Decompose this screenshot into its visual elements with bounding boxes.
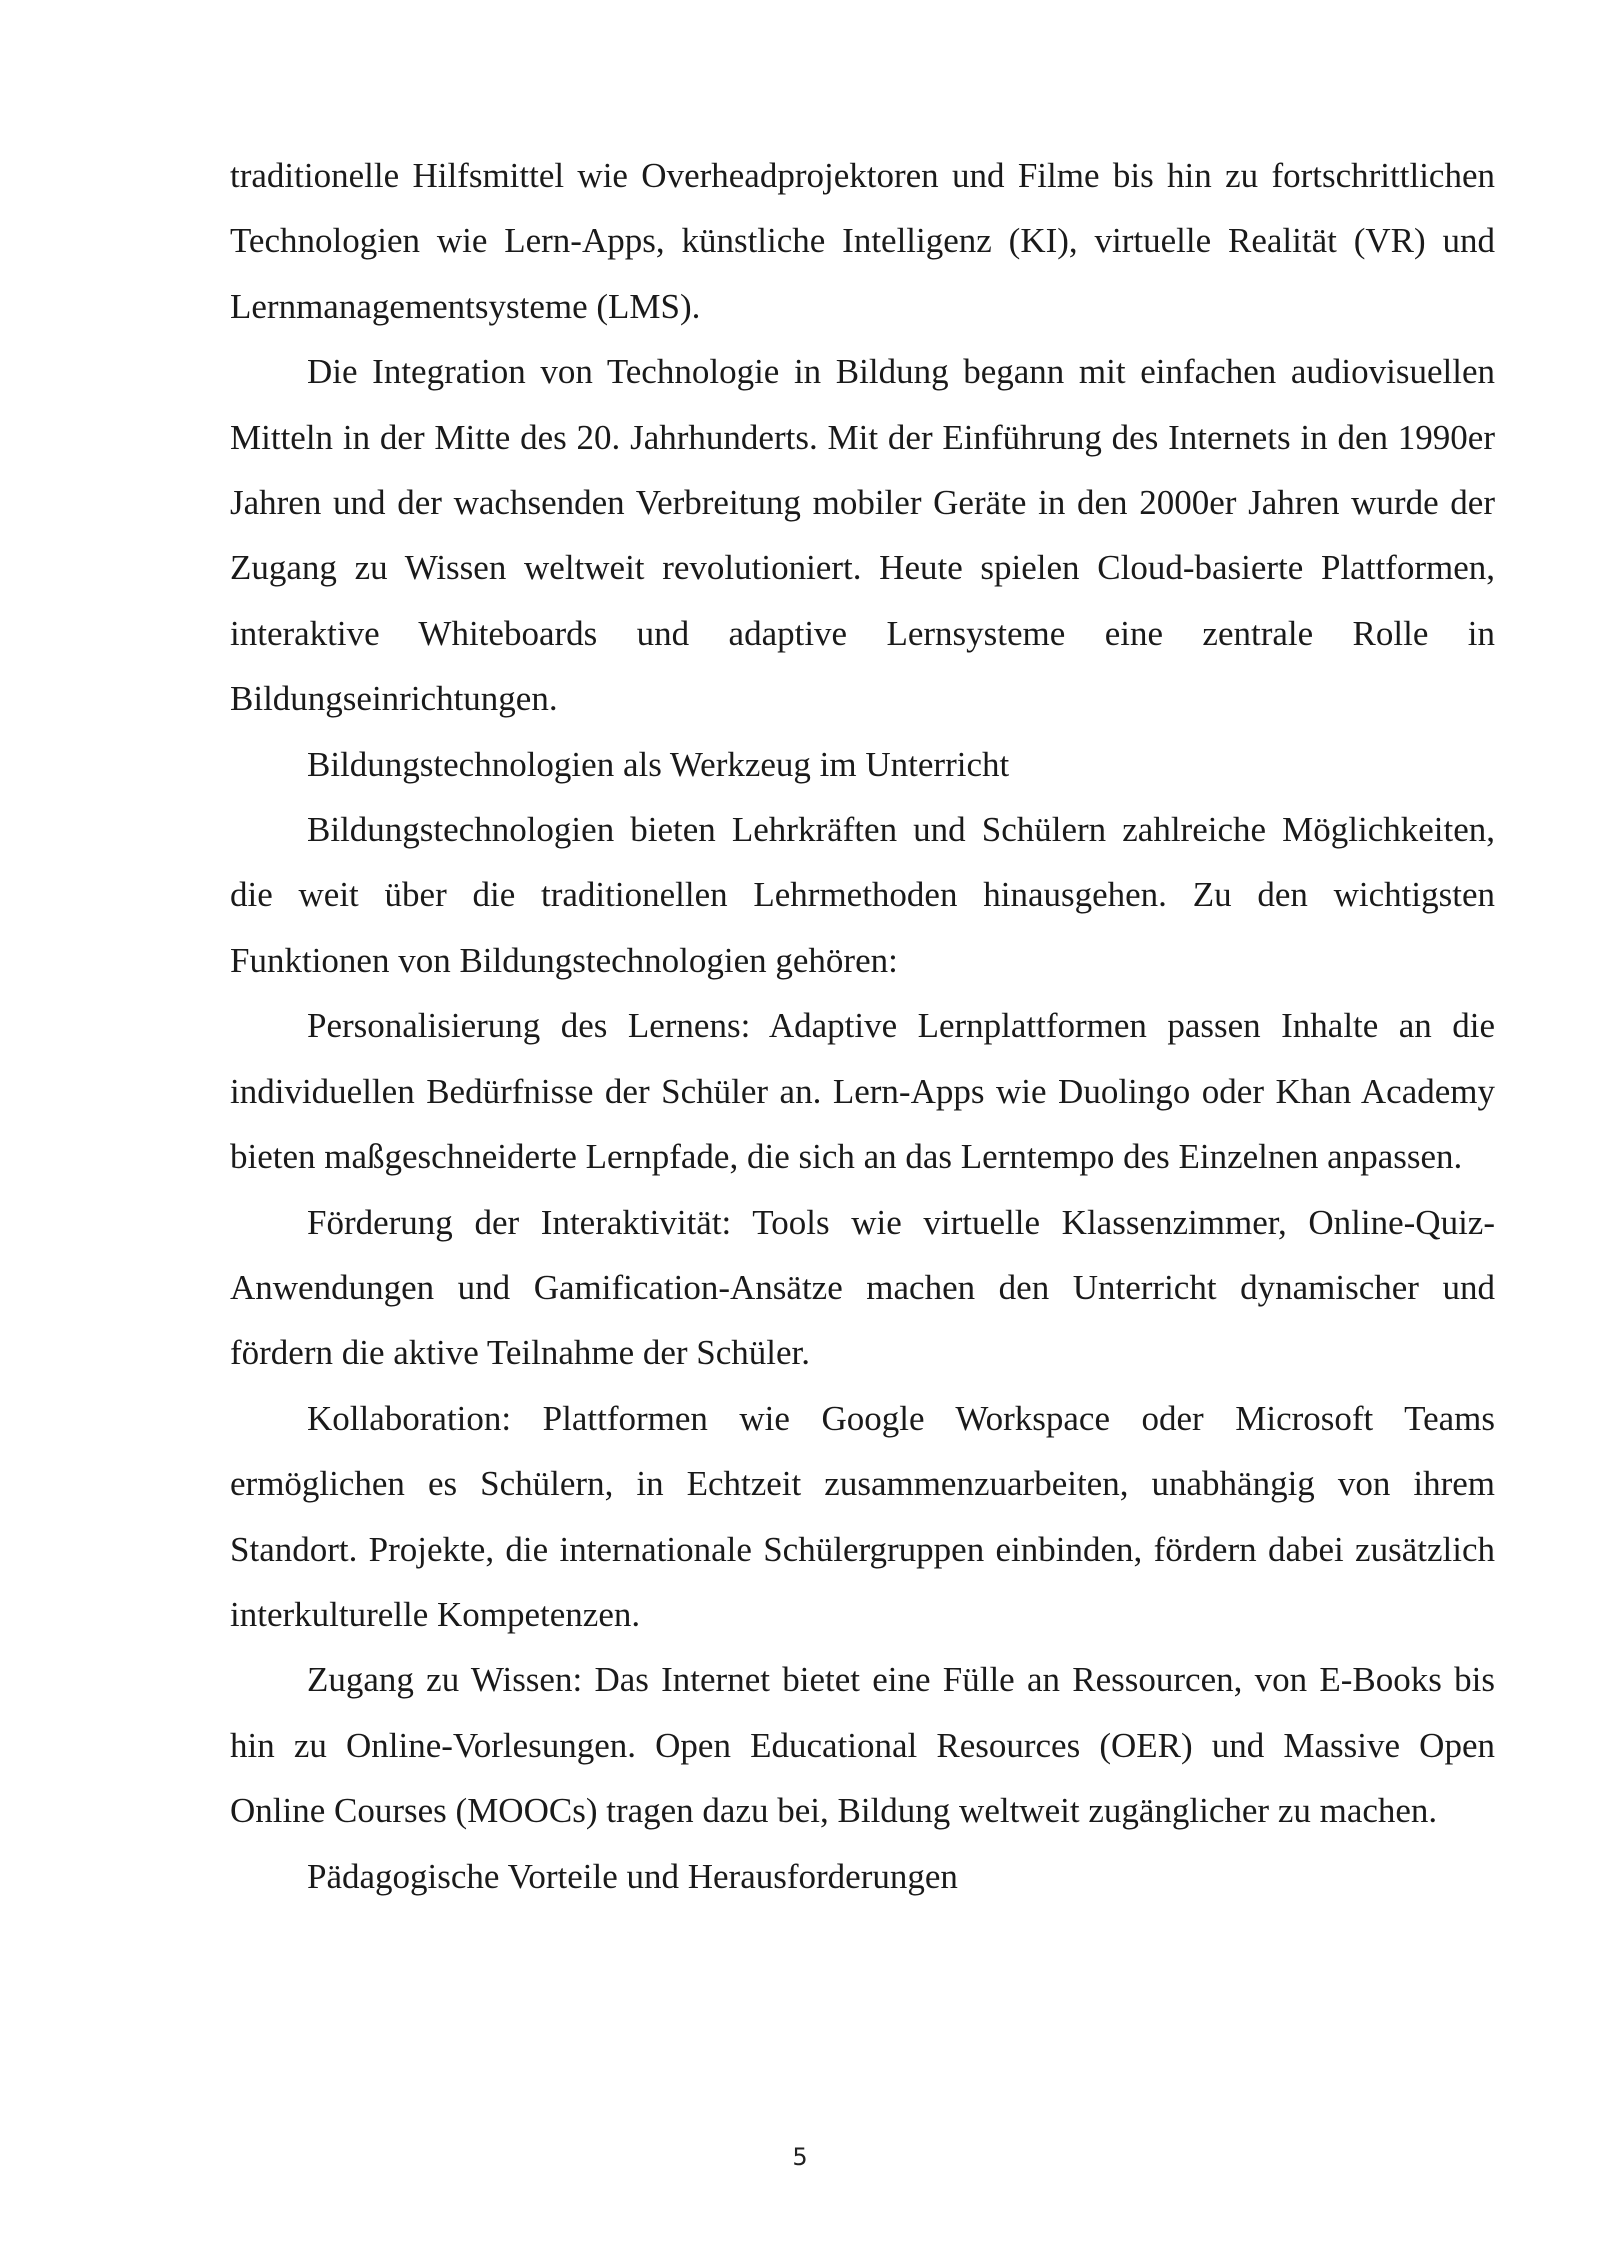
paragraph-personalisation: Personalisierung des Lernens: Adaptive Lernplattformen passen Inhalte an die individuellen Bedürfnisse der Schüler an. Lern-Apps wie Duolingo oder Khan Academy bieten maßgeschneiderte Lernpfade, die sich an das Lerntempo des Einzelnen anpassen. [230, 1006, 1495, 1177]
paragraph-history: Die Integration von Technologie in Bildung begann mit einfachen audiovisuellen Mitteln in der Mitte des 20. Jahrhunderts. Mit der Einführung des Internets in den 1990er Jahren und der wachsenden Verbreitung mobiler Geräte in den 2000er Jahren wurde der Zugang zu Wissen weltweit revolutioniert. Heute spielen Cloud-basierte Plattformen, interaktive Whiteboards und adaptive Lernsysteme eine zentrale Rolle in Bildungseinrichtungen. [230, 352, 1495, 719]
section-heading-tools: Bildungstechnologien als Werkzeug im Unterricht [307, 744, 1010, 784]
paragraph-tools-intro: Bildungstechnologien bieten Lehrkräften und Schülern zahlreiche Möglichkeiten, die weit über die traditionellen Lehrmethoden hinausgehen. Zu den wichtigsten Funktionen von Bildungstechnologien gehören: [230, 810, 1495, 980]
paragraph-interactivity: Förderung der Interaktivität: Tools wie virtuelle Klassenzimmer, Online-Quiz-Anwendungen und Gamification-Ansätze machen den Unterricht dynamischer und fördern die aktive Teilnahme der Schüler. [230, 1202, 1495, 1373]
paragraph-collaboration: Kollaboration: Plattformen wie Google Workspace oder Microsoft Teams ermöglichen es Schülern, in Echtzeit zusammenzuarbeiten, unabhängig von ihrem Standort. Projekte, die internationale Schülergruppen einbinden, fördern dabei zusätzlich interkulturelle Kompetenzen. [230, 1398, 1495, 1634]
page-number: 5 [792, 2143, 808, 2171]
paragraph-access: Zugang zu Wissen: Das Internet bietet eine Fülle an Ressourcen, von E-Books bis hin zu Online-Vorlesungen. Open Educational Resources (OER) und Massive Open Online Courses (MOOCs) tragen dazu bei, Bildung weltweit zugänglicher zu machen. [230, 1660, 1495, 1831]
body-text [230, 143, 1495, 1909]
section-heading-pedagogy: Pädagogische Vorteile und Herausforderungen [307, 1856, 958, 1896]
paragraph-intro-continued: traditionelle Hilfsmittel wie Overheadprojektoren und Filme bis hin zu fortschrittlichen Technologien wie Lern-Apps, künstliche Intelligenz (KI), virtuelle Realität (VR) und Lernmanagementsysteme (LMS). [230, 156, 1495, 326]
